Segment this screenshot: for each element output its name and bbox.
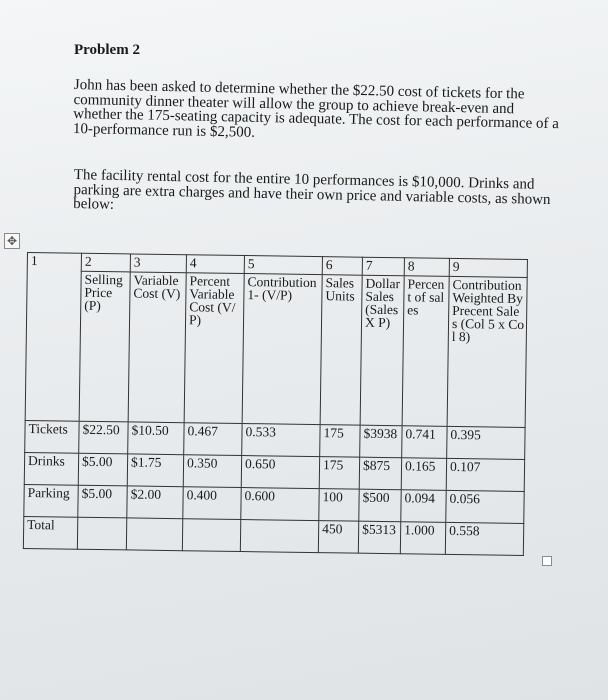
cell-variable: $10.50 [128,422,184,455]
cell-pct-variable: 0.467 [184,423,242,456]
cell-pct-sales: 1.000 [400,522,445,555]
problem-paragraph-1: John has been asked to determine whether the $22.50 cost of tickets for the community dinner theater will allow the group to achieve break-even and whether the 175-seating capacity is adequate. The cost for each performance of a 10-performance run is $2,500. [72,77,560,141]
table-row-total [23,516,523,555]
cell-dollar-sales: $875 [359,457,401,490]
header-dollar-sales: Dollar Sales (Sales X P) [360,275,404,426]
cell-contribution: 0.650 [241,456,319,489]
column-number-9: 9 [449,258,527,277]
cell-units: 100 [319,489,359,522]
cell-pct-variable [182,519,240,552]
move-icon[interactable]: ✥ [4,233,20,249]
cell-pct-sales: 0.094 [401,490,446,523]
cell-units: 450 [318,521,358,554]
cell-contribution: 0.533 [242,424,320,457]
header-percent-of-sales: Percent of sales [402,276,449,427]
cell-weighted: 0.056 [446,490,524,523]
resize-handle-icon[interactable] [542,556,552,566]
header-sales-units: Sales Units [320,275,362,426]
cell-pct-sales: 0.165 [401,458,446,491]
cost-table [23,252,528,556]
cell-contribution: 0.600 [241,488,319,521]
cell-weighted: 0.558 [445,522,523,555]
cell-dollar-sales: $5313 [358,521,400,554]
cell-units: 175 [320,425,360,458]
header-contribution: Contribution 1- (V/P) [242,274,322,425]
cell-weighted: 0.395 [447,426,525,459]
cell-price [77,517,126,550]
column-number-2: 2 [81,253,130,272]
column-number-6: 6 [322,257,362,276]
column-number-5: 5 [244,256,322,275]
header-variable-cost: Variable Cost (V) [128,272,186,423]
column-number-4: 4 [186,255,244,274]
header-weighted-contribution: Contribution Weighted By Precent Sales (Col 5 x Col 8) [447,276,527,427]
header-percent-variable-cost: Percent Variable Cost (V/P) [184,273,244,424]
problem-title: Problem 2 [74,42,140,58]
header-selling-price: Selling Price (P) [79,271,130,422]
column-number-8: 8 [404,258,449,277]
cell-units: 175 [319,457,359,490]
cell-item: Total [23,516,77,549]
column-number-1: 1 [25,253,81,422]
cell-item: Drinks [24,452,78,485]
cell-contribution [240,520,318,553]
cell-item: Parking [24,484,78,517]
cost-table-wrapper [23,252,528,556]
cell-dollar-sales: $500 [359,489,401,522]
cell-weighted: 0.107 [446,458,524,491]
cell-price: $5.00 [78,453,127,486]
cell-dollar-sales: $3938 [360,425,402,458]
cell-variable [126,518,182,551]
cell-price: $5.00 [78,485,127,518]
problem-paragraph-2: The facility rental cost for the entire 10 performances is $10,000. Drinks and parking are extra charges and have their own price and variable costs, as shown below: [73,167,551,213]
cell-price: $22.50 [79,421,128,454]
column-number-3: 3 [130,254,186,273]
column-number-7: 7 [362,257,404,276]
cell-variable: $2.00 [127,486,183,519]
cell-variable: $1.75 [127,454,183,487]
cell-item: Tickets [25,420,79,453]
cell-pct-variable: 0.400 [183,487,241,520]
cell-pct-variable: 0.350 [183,455,241,488]
cell-pct-sales: 0.741 [402,426,447,459]
column-header-row [25,271,527,428]
